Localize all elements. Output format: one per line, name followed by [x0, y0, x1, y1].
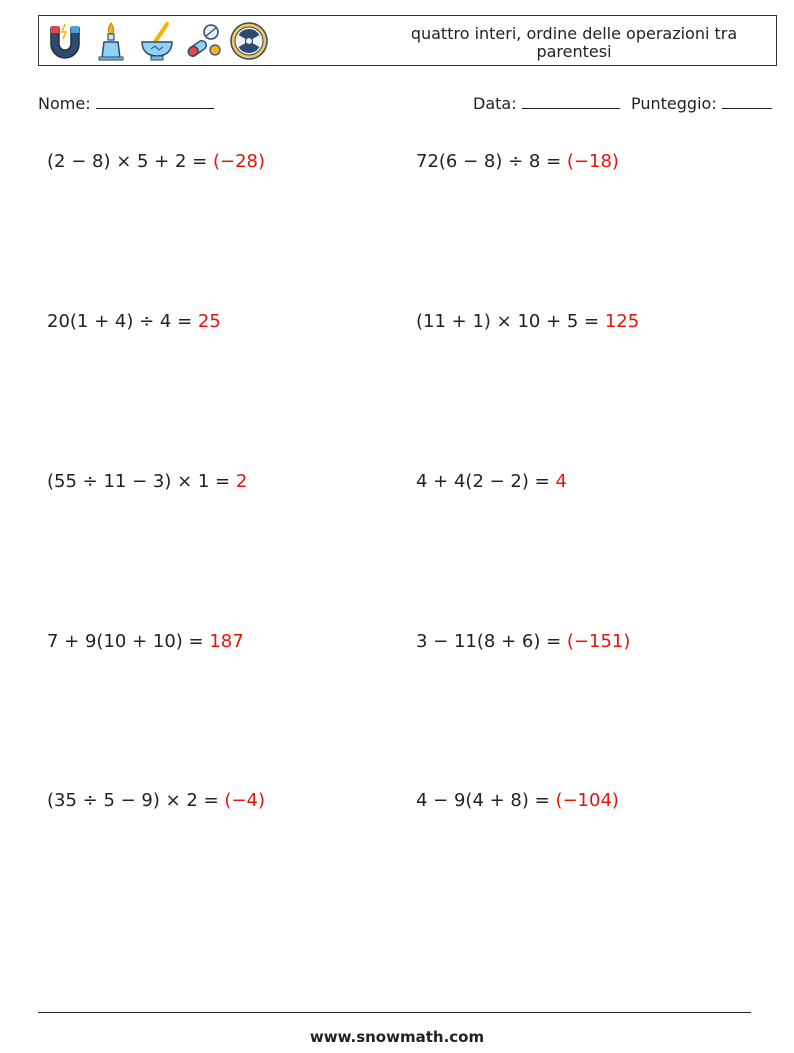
problem-answer: 2 [235, 471, 248, 492]
problem-expression: 4 + 4(2 − 2) = [416, 471, 556, 492]
problem-answer: 187 [209, 631, 244, 652]
date-blank[interactable] [522, 94, 620, 109]
problem-answer: (−18) [566, 151, 619, 172]
radiation-icon [229, 20, 269, 62]
score-blank[interactable] [722, 94, 772, 109]
problem-3 [47, 311, 221, 332]
problem-7 [47, 631, 244, 652]
problem-expression: (2 − 8) × 5 + 2 = [47, 151, 213, 172]
icon-strip [45, 20, 269, 62]
problem-answer: 25 [197, 311, 221, 332]
date-field [473, 94, 620, 113]
problem-expression: (55 ÷ 11 − 3) × 1 = [47, 471, 236, 492]
problem-5 [47, 471, 247, 492]
name-blank[interactable] [96, 94, 214, 109]
footer-url: www.snowmath.com [309, 1028, 485, 1046]
problem-expression: 7 + 9(10 + 10) = [47, 631, 210, 652]
problem-answer: 4 [555, 471, 567, 492]
problem-expression: 4 − 9(4 + 8) = [416, 790, 556, 811]
problem-1 [47, 151, 265, 172]
problem-2 [416, 151, 619, 172]
mortar-pestle-icon [137, 20, 177, 62]
bunsen-burner-icon [91, 20, 131, 62]
problem-6 [416, 471, 567, 492]
problem-answer: (−4) [224, 790, 266, 811]
header-box [38, 15, 777, 66]
magnet-icon [45, 20, 85, 62]
name-label: Nome: [38, 94, 91, 113]
score-label: Punteggio: [631, 94, 717, 113]
problem-answer: (−104) [555, 790, 619, 811]
score-field [631, 94, 772, 113]
worksheet-title: quattro interi, ordine delle operazioni tra parentesi [410, 24, 738, 61]
problem-8 [416, 631, 630, 652]
pills-icon [183, 20, 223, 62]
problem-4 [416, 311, 639, 332]
problem-10 [416, 790, 619, 811]
problem-expression: 72(6 − 8) ÷ 8 = [416, 151, 567, 172]
problem-9 [47, 790, 265, 811]
date-label: Data: [473, 94, 517, 113]
problem-answer: (−151) [566, 631, 631, 652]
problem-expression: (11 + 1) × 10 + 5 = [416, 311, 605, 332]
problem-expression: 3 − 11(8 + 6) = [416, 631, 567, 652]
problem-answer: (−28) [212, 151, 265, 172]
problem-expression: (35 ÷ 5 − 9) × 2 = [47, 790, 225, 811]
footer-divider [38, 1012, 751, 1013]
name-field [38, 94, 214, 113]
problem-expression: 20(1 + 4) ÷ 4 = [47, 311, 198, 332]
problem-answer: 125 [604, 311, 640, 332]
